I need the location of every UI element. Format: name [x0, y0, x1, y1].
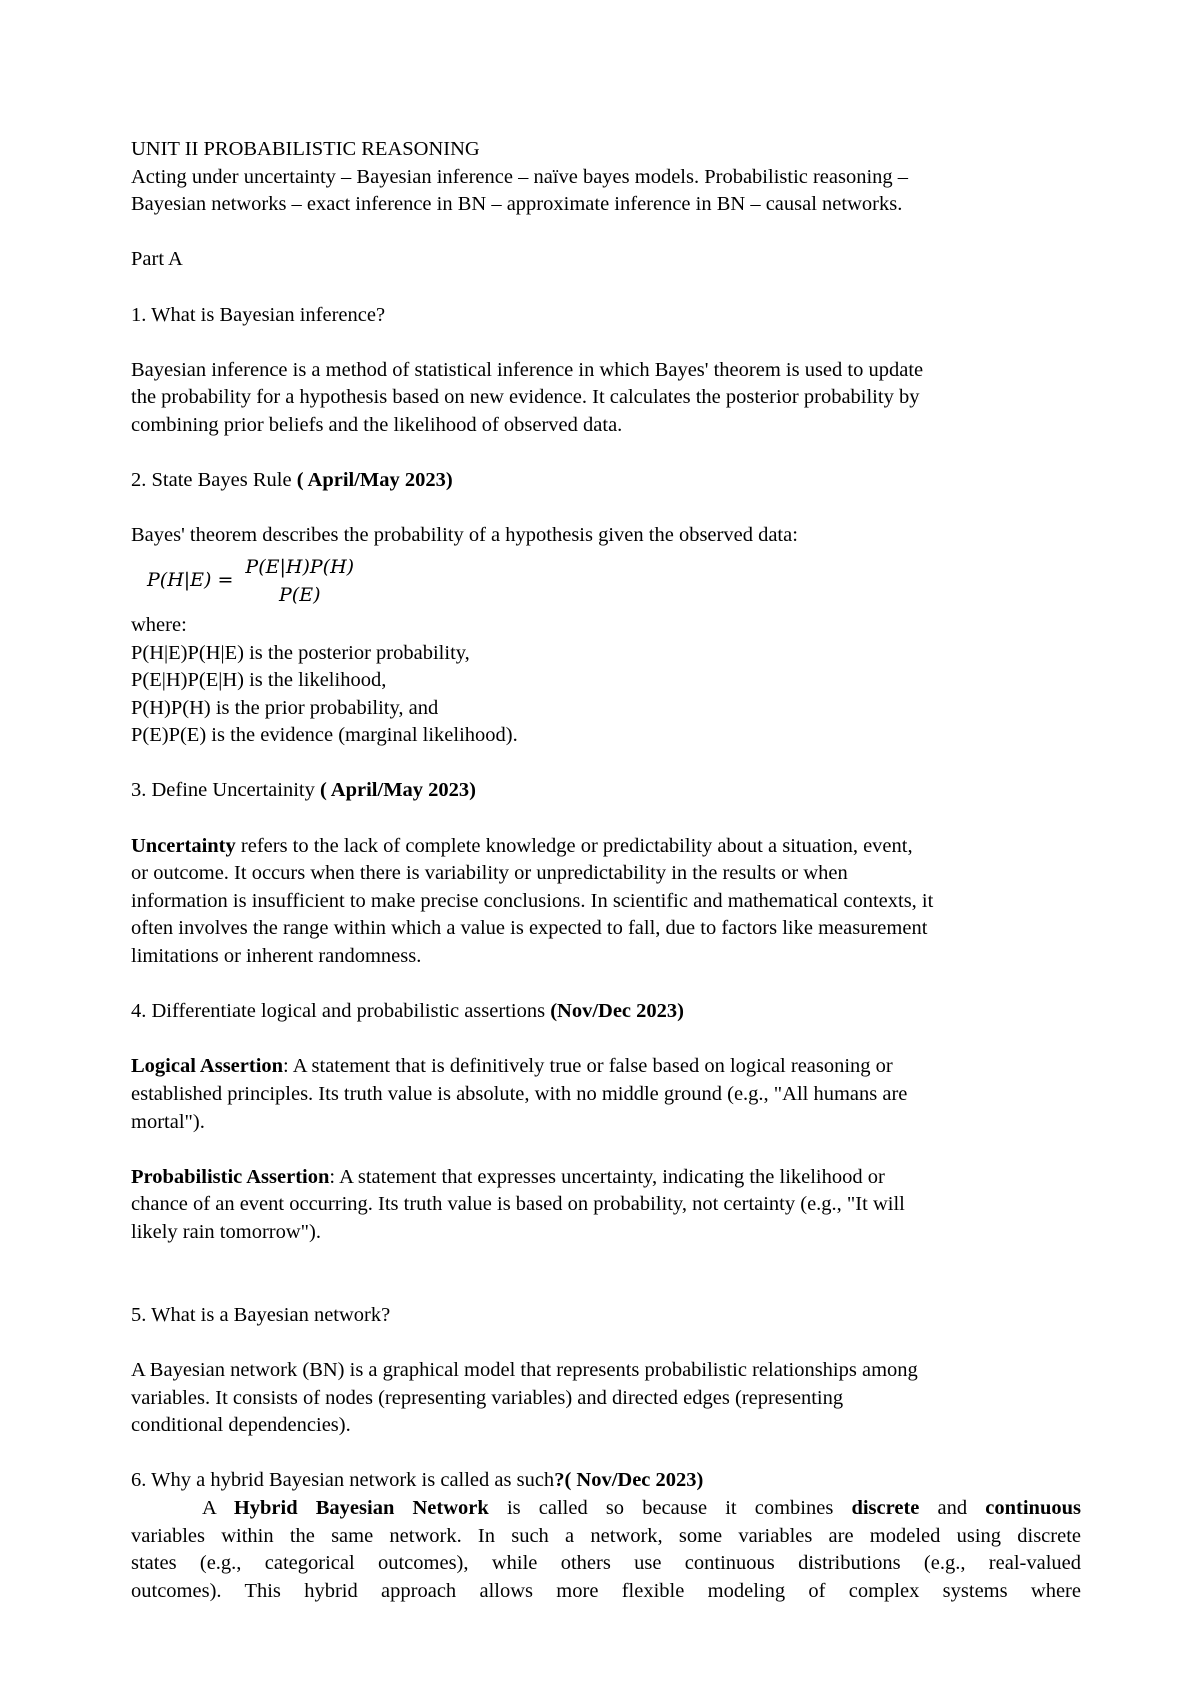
formula-numerator: P(E|H)P(H) — [245, 555, 355, 578]
answer-line: A Bayesian network (BN) is a graphical model that represents probabilistic relationships among — [131, 1358, 918, 1381]
definition-item: P(E|H)P(E|H) is the likelihood, — [131, 669, 387, 692]
term: Uncertainty — [131, 834, 236, 857]
question-4 — [131, 998, 1081, 1026]
question-text: 6. Why a hybrid Bayesian network is called as such — [131, 1469, 555, 1492]
question-text: 4. Differentiate logical and probabilistic assertions — [131, 1000, 551, 1023]
term: Probabilistic Assertion — [131, 1165, 330, 1188]
answer-line: variables within the same network. In such a network, some variables are modeled using discrete — [131, 1524, 1081, 1547]
answer-line: often involves the range within which a value is expected to fall, due to factors like measurement — [131, 917, 928, 940]
question-2 — [131, 467, 1081, 495]
definition-item: P(E)P(E) is the evidence (marginal likelihood). — [131, 724, 518, 747]
answer-text: : A statement that expresses uncertainty, indicating the likelihood or — [329, 1165, 885, 1188]
answer-line: states (e.g., categorical outcomes), while others use continuous distributions (e.g., real-valued — [131, 1552, 1081, 1575]
question-text: 3. Define Uncertainity — [131, 779, 320, 802]
answer-line: conditional dependencies). — [131, 1414, 351, 1437]
where-label: where: — [131, 613, 187, 636]
question-1: 1. What is Bayesian inference? — [131, 303, 386, 326]
question-text: 2. State Bayes Rule — [131, 469, 297, 492]
definition-item: P(H|E)P(H|E) is the posterior probability, — [131, 641, 470, 664]
answer-text: and — [919, 1496, 986, 1519]
answer-line — [131, 1495, 1081, 1523]
document-body — [131, 136, 1081, 1605]
term: discrete — [851, 1496, 920, 1519]
answer-line: Bayes' theorem describes the probability of a hypothesis given the observed data: — [131, 524, 798, 547]
question-5: 5. What is a Bayesian network? — [131, 1303, 391, 1326]
answer-line — [131, 1164, 1081, 1192]
syllabus-line: Bayesian networks – exact inference in BN – approximate inference in BN – causal networks. — [131, 193, 903, 216]
term: Hybrid Bayesian Network — [233, 1496, 489, 1519]
answer-line: Bayesian inference is a method of statistical inference in which Bayes' theorem is used to update — [131, 358, 924, 381]
answer-line: likely rain tomorrow"). — [131, 1220, 321, 1243]
exam-tag: ?( Nov/Dec 2023) — [554, 1469, 704, 1492]
formula-denominator: P(E) — [279, 583, 321, 606]
term: continuous — [985, 1496, 1081, 1519]
answer-line: mortal"). — [131, 1110, 205, 1133]
question-6 — [131, 1467, 1081, 1495]
answer-text: : A statement that is definitively true or false based on logical reasoning or — [283, 1055, 893, 1078]
answer-line: outcomes). This hybrid approach allows more flexible modeling of complex systems where — [131, 1579, 1081, 1602]
bayes-formula — [147, 550, 1081, 612]
unit-title: UNIT II PROBABILISTIC REASONING — [131, 138, 480, 160]
term: Logical Assertion — [131, 1055, 284, 1078]
answer-line: the probability for a hypothesis based on new evidence. It calculates the posterior probability by — [131, 386, 920, 409]
formula-fraction — [243, 553, 356, 609]
answer-line: limitations or inherent randomness. — [131, 945, 422, 968]
syllabus-line: Acting under uncertainty – Bayesian inference – naïve bayes models. Probabilistic reasoning – — [131, 165, 909, 188]
answer-line: variables. It consists of nodes (representing variables) and directed edges (representing — [131, 1386, 844, 1409]
answer-text: is called so because it combines — [488, 1496, 852, 1519]
answer-line: established principles. Its truth value is absolute, with no middle ground (e.g., "All humans are — [131, 1083, 908, 1105]
answer-text: refers to the lack of complete knowledge or predictability about a situation, event, — [235, 834, 913, 857]
part-heading: Part A — [131, 248, 183, 271]
answer-line: or outcome. It occurs when there is variability or unpredictability in the results or when — [131, 862, 848, 885]
definition-item: P(H)P(H) is the prior probability, and — [131, 696, 439, 719]
answer-line: combining prior beliefs and the likelihood of observed data. — [131, 413, 623, 436]
exam-tag: (Nov/Dec 2023) — [550, 1000, 684, 1023]
answer-line: chance of an event occurring. Its truth value is based on probability, not certainty (e.g., "It will — [131, 1193, 905, 1216]
question-3 — [131, 777, 1081, 805]
exam-tag: ( April/May 2023) — [296, 469, 453, 492]
answer-line: information is insufficient to make precise conclusions. In scientific and mathematical contexts, it — [131, 889, 934, 912]
answer-text: A — [202, 1496, 234, 1519]
formula-lhs: P(H|E) = — [147, 569, 234, 592]
answer-line — [131, 833, 1081, 861]
answer-line — [131, 1053, 1081, 1081]
exam-tag: ( April/May 2023) — [319, 779, 476, 802]
